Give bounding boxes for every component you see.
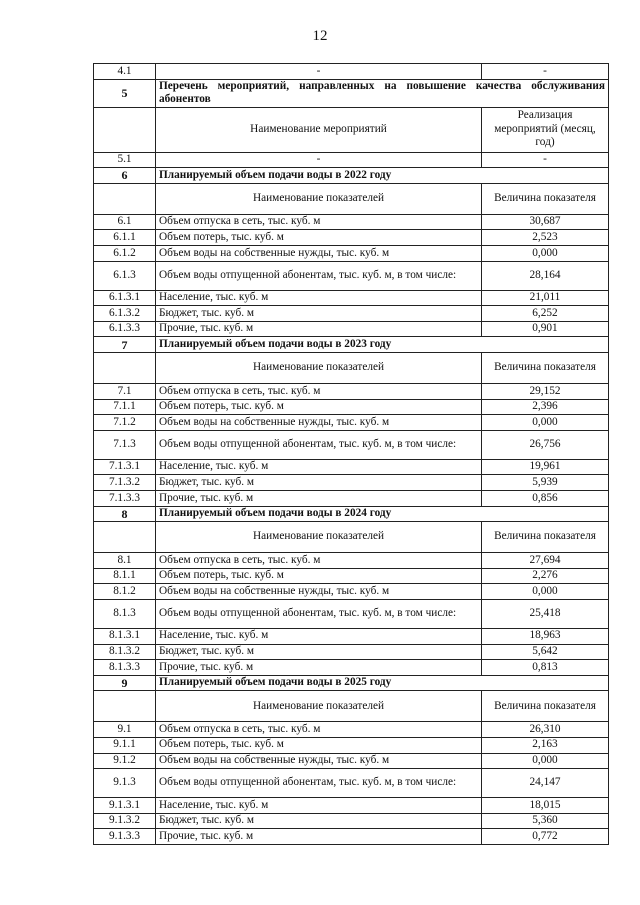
- column-header-row: [94, 353, 609, 384]
- indicator-value: 19,961: [482, 459, 609, 475]
- row-number: 7.1: [94, 384, 156, 400]
- table-row: [94, 290, 609, 306]
- table-row: [94, 246, 609, 262]
- water-supply-table: [93, 63, 609, 845]
- section-title: Планируемый объем подачи воды в 2025 году: [156, 675, 609, 691]
- indicator-name: Население, тыс. куб. м: [156, 290, 482, 306]
- indicator-value: 26,310: [482, 722, 609, 738]
- table-row: [94, 152, 609, 168]
- section-title: Планируемый объем подачи воды в 2022 году: [156, 168, 609, 184]
- row-number: 8.1.3.2: [94, 644, 156, 660]
- section-header-row: [94, 675, 609, 691]
- indicator-name: Объем воды на собственные нужды, тыс. куб. м: [156, 753, 482, 769]
- column-header-value: Реализация мероприятий (месяц, год): [482, 107, 609, 152]
- row-number: 6.1: [94, 214, 156, 230]
- table-row: [94, 214, 609, 230]
- indicator-name: Прочие, тыс. куб. м: [156, 829, 482, 845]
- table-row: [94, 798, 609, 814]
- indicator-name: Объем потерь, тыс. куб. м: [156, 737, 482, 753]
- table-row: [94, 599, 609, 628]
- indicator-value: 2,523: [482, 230, 609, 246]
- indicator-name: -: [156, 152, 482, 168]
- section-title: Планируемый объем подачи воды в 2024 году: [156, 506, 609, 522]
- row-number: 9.1.3.1: [94, 798, 156, 814]
- table-row: [94, 568, 609, 584]
- row-number: 8.1.2: [94, 584, 156, 600]
- row-number: 6.1.3.1: [94, 290, 156, 306]
- indicator-name: Объем воды отпущенной абонентам, тыс. куб. м, в том числе:: [156, 769, 482, 798]
- indicator-name: Население, тыс. куб. м: [156, 798, 482, 814]
- section-number: 7: [94, 337, 156, 353]
- row-number: 7.1.3.3: [94, 491, 156, 507]
- row-number: 7.1.3.2: [94, 475, 156, 491]
- indicator-value: 30,687: [482, 214, 609, 230]
- empty-cell: [94, 107, 156, 152]
- indicator-value: 21,011: [482, 290, 609, 306]
- row-number: 8.1: [94, 553, 156, 569]
- section-title: Перечень мероприятий, направленных на повышение качества обслуживания абонентов: [156, 79, 609, 107]
- table-row: [94, 430, 609, 459]
- row-number: 8.1.3: [94, 599, 156, 628]
- indicator-name: Бюджет, тыс. куб. м: [156, 475, 482, 491]
- indicator-value: 29,152: [482, 384, 609, 400]
- indicator-value: -: [482, 152, 609, 168]
- column-header-row: [94, 522, 609, 553]
- table-body: [94, 64, 609, 845]
- section-number: 5: [94, 79, 156, 107]
- table-row: [94, 644, 609, 660]
- indicator-name: Объем потерь, тыс. куб. м: [156, 230, 482, 246]
- row-number: 8.1.3.1: [94, 628, 156, 644]
- row-number: 9.1.3.3: [94, 829, 156, 845]
- indicator-value: 0,000: [482, 415, 609, 431]
- indicator-value: 24,147: [482, 769, 609, 798]
- table-row: [94, 230, 609, 246]
- table-row: [94, 261, 609, 290]
- indicator-value: 27,694: [482, 553, 609, 569]
- empty-cell: [94, 353, 156, 384]
- indicator-name: Объем воды отпущенной абонентам, тыс. куб. м, в том числе:: [156, 261, 482, 290]
- row-number: 7.1.2: [94, 415, 156, 431]
- indicator-value: 25,418: [482, 599, 609, 628]
- section-title: Планируемый объем подачи воды в 2023 году: [156, 337, 609, 353]
- indicator-value: 18,963: [482, 628, 609, 644]
- table-row: [94, 584, 609, 600]
- empty-cell: [94, 691, 156, 722]
- empty-cell: [94, 522, 156, 553]
- indicator-value: 5,360: [482, 813, 609, 829]
- indicator-name: Объем отпуска в сеть, тыс. куб. м: [156, 214, 482, 230]
- indicator-name: Бюджет, тыс. куб. м: [156, 813, 482, 829]
- column-header-row: [94, 107, 609, 152]
- indicator-name: -: [156, 64, 482, 80]
- indicator-name: Объем потерь, тыс. куб. м: [156, 399, 482, 415]
- indicator-value: 18,015: [482, 798, 609, 814]
- table-row: [94, 384, 609, 400]
- row-number: 9.1.3: [94, 769, 156, 798]
- section-header-row: [94, 79, 609, 107]
- indicator-value: 2,276: [482, 568, 609, 584]
- column-header-value: Величина показателя: [482, 353, 609, 384]
- row-number: 8.1.3.3: [94, 660, 156, 676]
- row-number: 8.1.1: [94, 568, 156, 584]
- row-number: 7.1.3: [94, 430, 156, 459]
- row-number: 6.1.3.3: [94, 321, 156, 337]
- indicator-value: 2,163: [482, 737, 609, 753]
- section-number: 9: [94, 675, 156, 691]
- column-header-value: Величина показателя: [482, 183, 609, 214]
- row-number: 9.1: [94, 722, 156, 738]
- indicator-name: Прочие, тыс. куб. м: [156, 660, 482, 676]
- indicator-name: Объем воды отпущенной абонентам, тыс. куб. м, в том числе:: [156, 599, 482, 628]
- row-number: 5.1: [94, 152, 156, 168]
- indicator-name: Объем отпуска в сеть, тыс. куб. м: [156, 384, 482, 400]
- row-number: 6.1.1: [94, 230, 156, 246]
- indicator-name: Объем воды отпущенной абонентам, тыс. куб. м, в том числе:: [156, 430, 482, 459]
- column-header-value: Величина показателя: [482, 522, 609, 553]
- indicator-value: 0,772: [482, 829, 609, 845]
- table-row: [94, 399, 609, 415]
- table-row: [94, 660, 609, 676]
- section-number: 8: [94, 506, 156, 522]
- indicator-name: Объем воды на собственные нужды, тыс. куб. м: [156, 415, 482, 431]
- table-row: [94, 829, 609, 845]
- indicator-name: Объем воды на собственные нужды, тыс. куб. м: [156, 246, 482, 262]
- column-header-name: Наименование показателей: [156, 522, 482, 553]
- row-number: 9.1.2: [94, 753, 156, 769]
- column-header-name: Наименование мероприятий: [156, 107, 482, 152]
- row-number: 6.1.3.2: [94, 306, 156, 322]
- indicator-name: Население, тыс. куб. м: [156, 459, 482, 475]
- table-row: [94, 628, 609, 644]
- table-row: [94, 321, 609, 337]
- table-row: [94, 769, 609, 798]
- empty-cell: [94, 183, 156, 214]
- table-row: [94, 415, 609, 431]
- indicator-value: 5,642: [482, 644, 609, 660]
- table-row: [94, 722, 609, 738]
- indicator-name: Объем отпуска в сеть, тыс. куб. м: [156, 553, 482, 569]
- row-number: 4.1: [94, 64, 156, 80]
- indicator-value: 5,939: [482, 475, 609, 491]
- row-number: 7.1.3.1: [94, 459, 156, 475]
- indicator-value: 0,000: [482, 753, 609, 769]
- indicator-value: 28,164: [482, 261, 609, 290]
- indicator-name: Объем воды на собственные нужды, тыс. куб. м: [156, 584, 482, 600]
- row-number: 9.1.3.2: [94, 813, 156, 829]
- section-header-row: [94, 506, 609, 522]
- column-header-name: Наименование показателей: [156, 353, 482, 384]
- row-number: 6.1.3: [94, 261, 156, 290]
- indicator-name: Объем потерь, тыс. куб. м: [156, 568, 482, 584]
- page-number: 12: [312, 28, 328, 44]
- indicator-name: Прочие, тыс. куб. м: [156, 491, 482, 507]
- row-number: 9.1.1: [94, 737, 156, 753]
- row-number: 6.1.2: [94, 246, 156, 262]
- indicator-value: 0,901: [482, 321, 609, 337]
- indicator-value: 0,813: [482, 660, 609, 676]
- indicator-name: Объем отпуска в сеть, тыс. куб. м: [156, 722, 482, 738]
- section-header-row: [94, 168, 609, 184]
- table-row: [94, 753, 609, 769]
- indicator-name: Бюджет, тыс. куб. м: [156, 644, 482, 660]
- table-row: [94, 491, 609, 507]
- table-row: [94, 813, 609, 829]
- table-row: [94, 306, 609, 322]
- indicator-value: 6,252: [482, 306, 609, 322]
- table-row: [94, 64, 609, 80]
- indicator-name: Население, тыс. куб. м: [156, 628, 482, 644]
- indicator-value: -: [482, 64, 609, 80]
- indicator-value: 0,856: [482, 491, 609, 507]
- column-header-value: Величина показателя: [482, 691, 609, 722]
- table-row: [94, 737, 609, 753]
- section-header-row: [94, 337, 609, 353]
- column-header-name: Наименование показателей: [156, 691, 482, 722]
- table-row: [94, 475, 609, 491]
- column-header-row: [94, 183, 609, 214]
- indicator-value: 2,396: [482, 399, 609, 415]
- column-header-name: Наименование показателей: [156, 183, 482, 214]
- table-row: [94, 459, 609, 475]
- column-header-row: [94, 691, 609, 722]
- section-number: 6: [94, 168, 156, 184]
- row-number: 7.1.1: [94, 399, 156, 415]
- indicator-value: 26,756: [482, 430, 609, 459]
- indicator-value: 0,000: [482, 584, 609, 600]
- indicator-name: Бюджет, тыс. куб. м: [156, 306, 482, 322]
- indicator-value: 0,000: [482, 246, 609, 262]
- table-row: [94, 553, 609, 569]
- indicator-name: Прочие, тыс. куб. м: [156, 321, 482, 337]
